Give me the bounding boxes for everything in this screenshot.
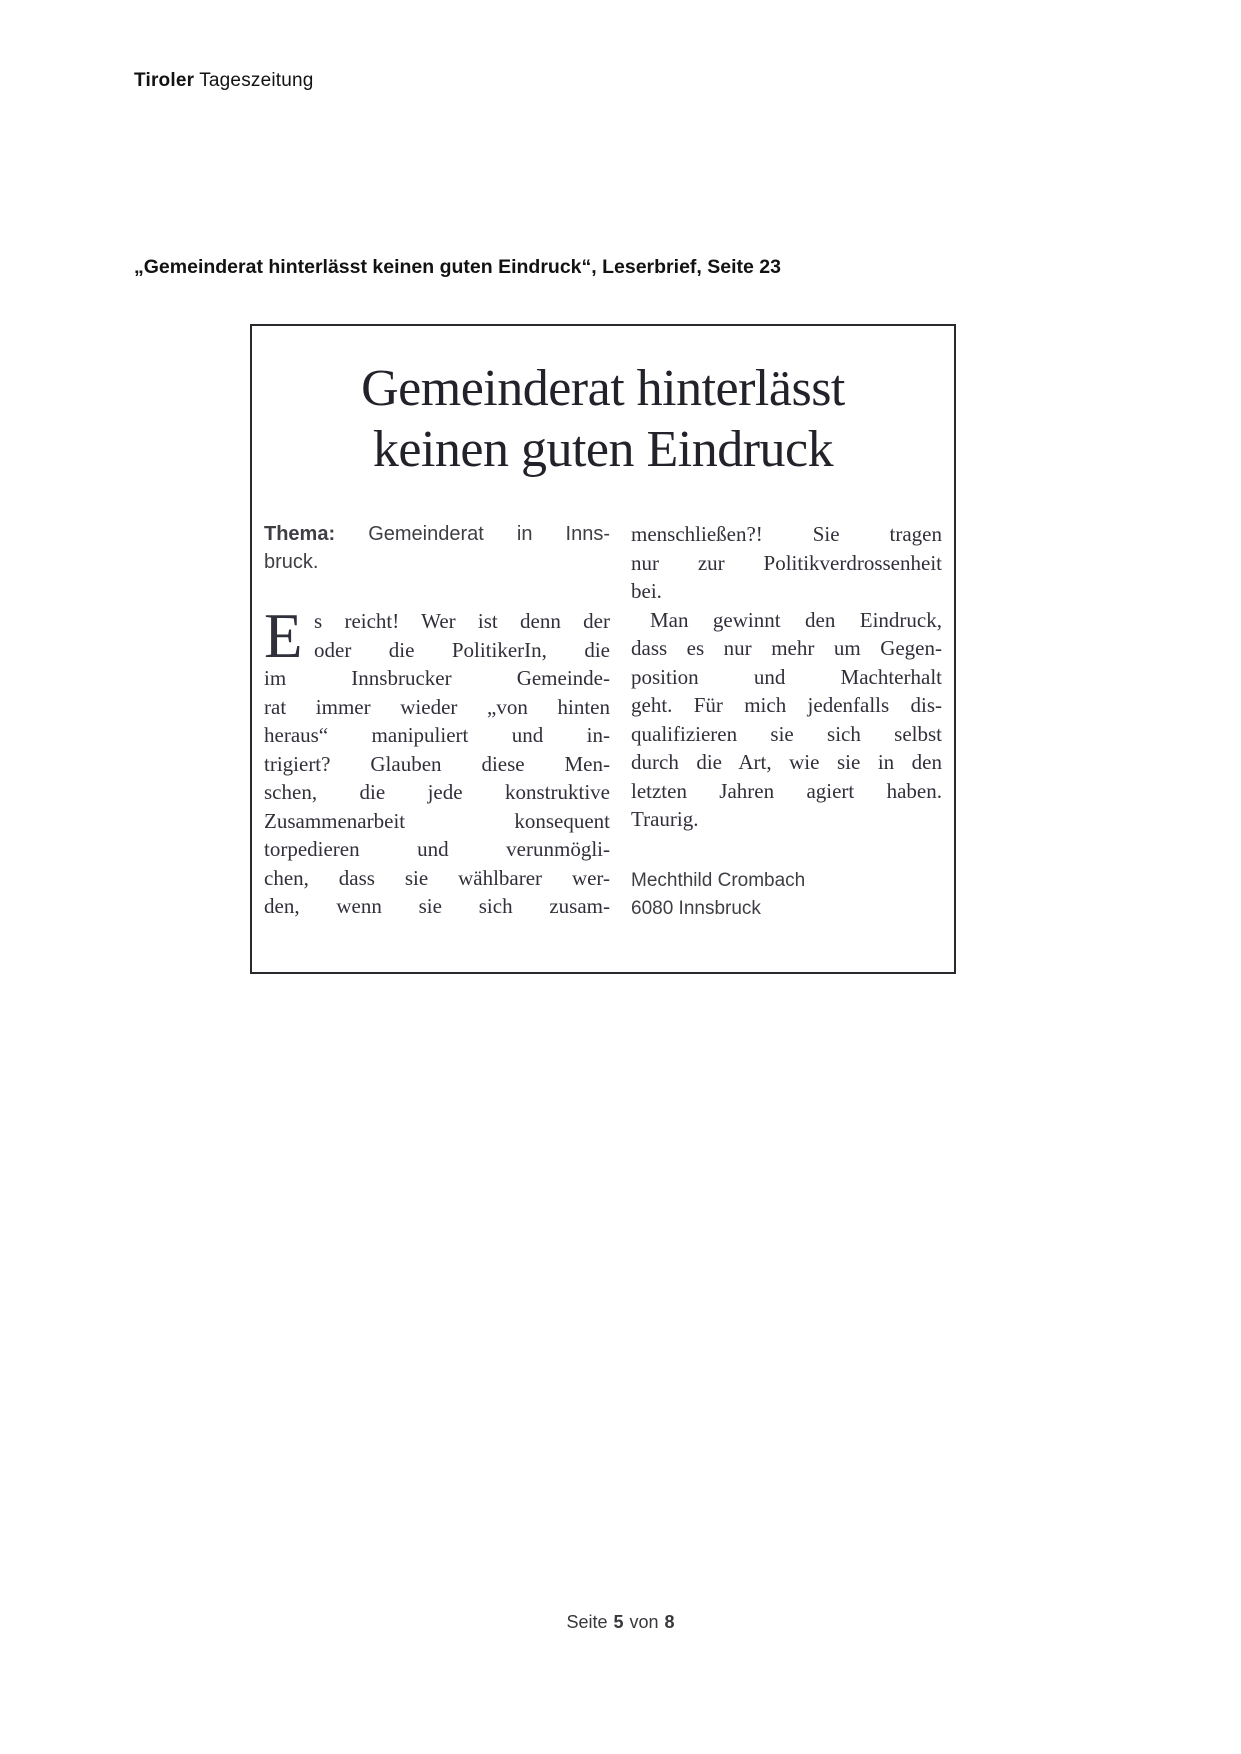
text-line: durch die Art, wie sie in den — [631, 750, 942, 774]
text-line: den, wenn sie sich zusam- — [264, 894, 610, 918]
publication-name-bold: Tiroler — [134, 70, 195, 91]
text-line: bei. — [631, 579, 662, 603]
newspaper-clipping — [250, 324, 956, 974]
page-counter-current: 5 — [613, 1612, 624, 1632]
publication-name — [134, 70, 314, 92]
page-title: „Gemeinderat hinterlässt keinen guten Eindruck“, Leserbrief, Seite 23 — [134, 256, 781, 278]
text-line: 6080 Innsbruck — [631, 897, 761, 919]
page-counter-of: von — [629, 1612, 659, 1632]
text-line: torpedieren und verunmögli- — [264, 837, 610, 861]
article-column-right — [631, 520, 942, 923]
text-line: menschließen?! Sie tragen — [631, 522, 942, 546]
article-headline — [252, 358, 954, 480]
text-line: dass es nur mehr um Gegen- — [631, 636, 942, 660]
article-paragraph-left — [264, 601, 610, 921]
text-line: s reicht! Wer ist denn der — [314, 609, 610, 633]
text-line: trigiert? Glauben diese Men- — [264, 751, 610, 776]
text-line: Traurig. — [631, 807, 699, 831]
text-line: position und Machterhalt — [631, 664, 942, 689]
thema-block — [264, 520, 610, 576]
article-headline-line1: Gemeinderat hinterlässt — [361, 360, 845, 417]
text-line: Man gewinnt den Eindruck, — [650, 607, 942, 632]
text-line: geht. Für mich jedenfalls dis- — [631, 693, 942, 717]
article-column-left — [264, 520, 610, 923]
text-line: im Innsbrucker Gemeinde- — [264, 666, 610, 690]
thema-line1 — [264, 520, 610, 548]
article-headline-line2: keinen guten Eindruck — [372, 421, 834, 478]
article-columns — [252, 520, 954, 923]
thema-label: Thema: — [264, 523, 336, 545]
text-line: heraus“ manipuliert und in- — [264, 723, 610, 747]
page-counter-label: Seite — [566, 1612, 608, 1632]
text-line: Mechthild Crombach — [631, 869, 806, 891]
letter-signature — [631, 867, 942, 923]
thema-line2: bruck. — [264, 551, 319, 573]
text-line: letzten Jahren agiert haben. — [631, 778, 942, 803]
text-line: chen, dass sie wählbarer wer- — [264, 865, 610, 890]
text-line: rat immer wieder „von hinten — [264, 694, 610, 719]
drop-cap: E — [264, 601, 303, 671]
publication-name-regular: Tageszeitung — [199, 70, 314, 91]
text-line: qualifizieren sie sich selbst — [631, 721, 942, 746]
right-body-lines — [631, 520, 942, 834]
text-line: schen, die jede konstruktive — [264, 780, 610, 804]
text-line: Zusammenarbeit konsequent — [264, 808, 610, 833]
page-counter — [0, 1612, 1241, 1633]
thema-text: Gemeinderat in Inns- — [335, 523, 610, 545]
page-counter-total: 8 — [664, 1612, 675, 1632]
text-line: oder die PolitikerIn, die — [314, 637, 610, 662]
left-body-lines — [264, 601, 610, 921]
text-line: nur zur Politikverdrossenheit — [631, 550, 942, 575]
